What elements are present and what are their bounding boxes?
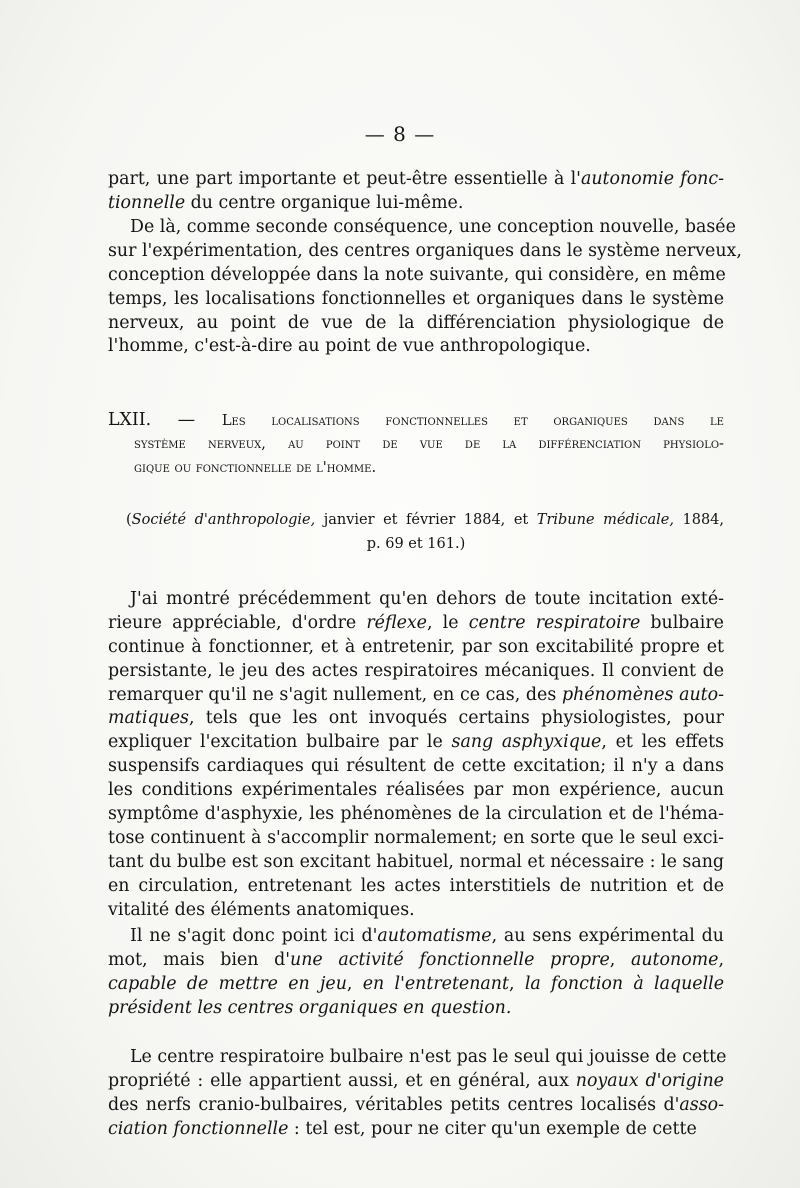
text-line [108, 588, 724, 612]
text-segment: les conditions expérimentales réalisées par mon expérience, aucun [108, 780, 724, 801]
text-segment: : tel est, pour ne citer qu'un exemple de cette [288, 1118, 697, 1139]
paragraph-2 [108, 216, 742, 359]
text-segment: Il ne s'agit donc point ici d' [130, 926, 378, 946]
text-line [108, 899, 724, 923]
text-line [108, 612, 724, 636]
text-line [108, 216, 736, 240]
text-line [108, 755, 724, 779]
text-segment: mot, mais bien d' [108, 949, 291, 970]
text-segment: Le centre respiratoire bulbaire n'est pas le seul qui jouisse de cette [130, 1047, 727, 1067]
italic-text: en l'entretenant [362, 973, 509, 994]
text-segment: bulbaire [640, 612, 724, 633]
text-line [108, 803, 724, 827]
text-line [108, 731, 724, 755]
text-line [108, 949, 724, 973]
text-segment: expliquer l'excitation bulbaire par le [108, 732, 452, 753]
text-segment: continue à fonctionner, et à entretenir, par son excitabilité propre et [108, 636, 724, 657]
text-segment: sur l'expérimentation, des centres organiques dans le système nerveux, [108, 240, 742, 261]
text-line [108, 1094, 724, 1118]
text-line [108, 168, 724, 192]
text-segment: rieure appréciable, d'ordre [108, 612, 367, 633]
text-segment: en circulation, entretenant les actes interstitiels de nutrition et de [108, 875, 724, 896]
italic-text: asso- [679, 1094, 724, 1115]
text-line [108, 192, 724, 216]
text-line [108, 925, 724, 949]
section-heading [108, 408, 724, 480]
text-segment: propriété : elle appartient aussi, et en général, aux [108, 1070, 576, 1091]
text-line [108, 997, 724, 1021]
text-segment: , [346, 973, 363, 994]
paragraph-3 [108, 588, 724, 922]
text-line [108, 684, 724, 708]
text-segment: tose continuent à s'accomplir normalement; en sorte que le seul exci- [108, 827, 724, 848]
text-segment: part, une part importante et peut-être essentielle à l' [108, 169, 581, 189]
italic-text: centre respiratoire [468, 612, 641, 633]
paragraph-4 [108, 925, 724, 1021]
text-segment: , [508, 973, 525, 994]
section-heading-line-3 [108, 456, 724, 480]
text-segment: persistante, le jeu des actes respiratoires mécaniques. Il convient de [108, 660, 724, 681]
text-line [108, 660, 724, 684]
text-line [108, 312, 724, 336]
text-line [108, 851, 724, 875]
text-segment: , et les effets [601, 732, 724, 753]
text-line [108, 1070, 724, 1094]
italic-text: automatisme [377, 926, 492, 946]
italic-text: président les centres organiques en question. [108, 997, 512, 1018]
text-segment: l'homme, c'est-à-dire au point de vue anthropologique. [108, 336, 591, 357]
text-line [108, 707, 724, 731]
text-segment: vitalité des éléments anatomiques. [108, 899, 415, 920]
text-segment: p. 69 et 161.) [366, 536, 466, 552]
section-number: LXII. — [108, 410, 222, 430]
page-number: — 8 — [364, 122, 436, 146]
text-line [108, 264, 724, 288]
text-segment: janvier et février 1884, et [315, 512, 537, 528]
italic-text: autonome [630, 949, 719, 970]
text-line [108, 240, 742, 264]
italic-text: matiques [108, 708, 189, 729]
text-segment: , [609, 949, 631, 970]
text-line [108, 827, 724, 851]
italic-text: une activité fonctionnelle propre [290, 949, 610, 970]
text-line [108, 779, 724, 803]
text-line [108, 1118, 724, 1142]
italic-text: tionnelle [108, 192, 186, 213]
text-segment: , tels que les ont invoqués certains physiologistes, pour [188, 708, 724, 729]
section-heading-line-1 [108, 408, 724, 432]
paragraph-1 [108, 168, 724, 216]
text-segment: temps, les localisations fonctionnelles et organiques dans le système [108, 288, 724, 309]
text-segment: des nerfs cranio-bulbaires, véritables petits centres localisés d' [108, 1094, 680, 1115]
text-segment: De là, comme seconde conséquence, une conception nouvelle, basée [130, 217, 736, 237]
text-line [108, 532, 724, 556]
text-line [108, 875, 724, 899]
text-segment: J'ai montré précédemment qu'en dehors de toute incitation exté- [130, 589, 724, 609]
text-line [108, 636, 724, 660]
italic-text: Tribune médicale, [536, 512, 674, 528]
italic-text: Société d'anthropologie, [131, 512, 316, 528]
text-segment: remarquer qu'il ne s'agit nullement, en ce cas, des [108, 684, 562, 705]
italic-text: noyaux d'origine [575, 1070, 724, 1091]
citation [108, 508, 724, 556]
text-segment: symptôme d'asphyxie, les phénomènes de la circulation et de l'héma- [108, 804, 724, 825]
text-segment: , le [426, 612, 469, 633]
paragraph-5 [108, 1046, 727, 1142]
text-line [108, 973, 724, 997]
text-segment: , [718, 949, 724, 970]
text-segment: , au sens expérimental du [491, 926, 724, 946]
text-segment: du centre organique lui-même. [185, 192, 464, 213]
italic-text: autonomie fonc- [580, 169, 724, 189]
text-segment: nerveux, au point de vue de la différenciation physiologique de [108, 312, 724, 333]
italic-text: capable de mettre en jeu [108, 973, 347, 994]
section-title-line-1: Les localisations fonctionnelles et organiques dans le [221, 412, 724, 429]
section-heading-line-2 [108, 432, 724, 456]
italic-text: réflexe [366, 612, 427, 633]
text-line [108, 508, 724, 532]
italic-text: sang asphyxique [451, 732, 602, 753]
text-line [108, 1046, 727, 1070]
text-segment: suspensifs cardiaques qui résultent de cette excitation; il n'y a dans [108, 756, 724, 777]
section-title-line-2: système nerveux, au point de vue de la différenciation physiolo- [134, 435, 724, 452]
text-line [108, 335, 724, 359]
text-line [108, 288, 724, 312]
text-segment: tant du bulbe est son excitant habituel, normal et nécessaire : le sang [108, 851, 725, 872]
text-segment: conception développée dans la note suivante, qui considère, en même [108, 264, 726, 285]
text-segment: 1884, [673, 512, 724, 528]
italic-text: phénomènes auto- [561, 684, 724, 705]
italic-text: ciation fonctionnelle [108, 1118, 289, 1139]
section-title-line-3: gique ou fonctionnelle de l'homme. [134, 459, 377, 476]
italic-text: la fonction à laquelle [524, 973, 725, 994]
text-segment: ( [126, 512, 132, 528]
